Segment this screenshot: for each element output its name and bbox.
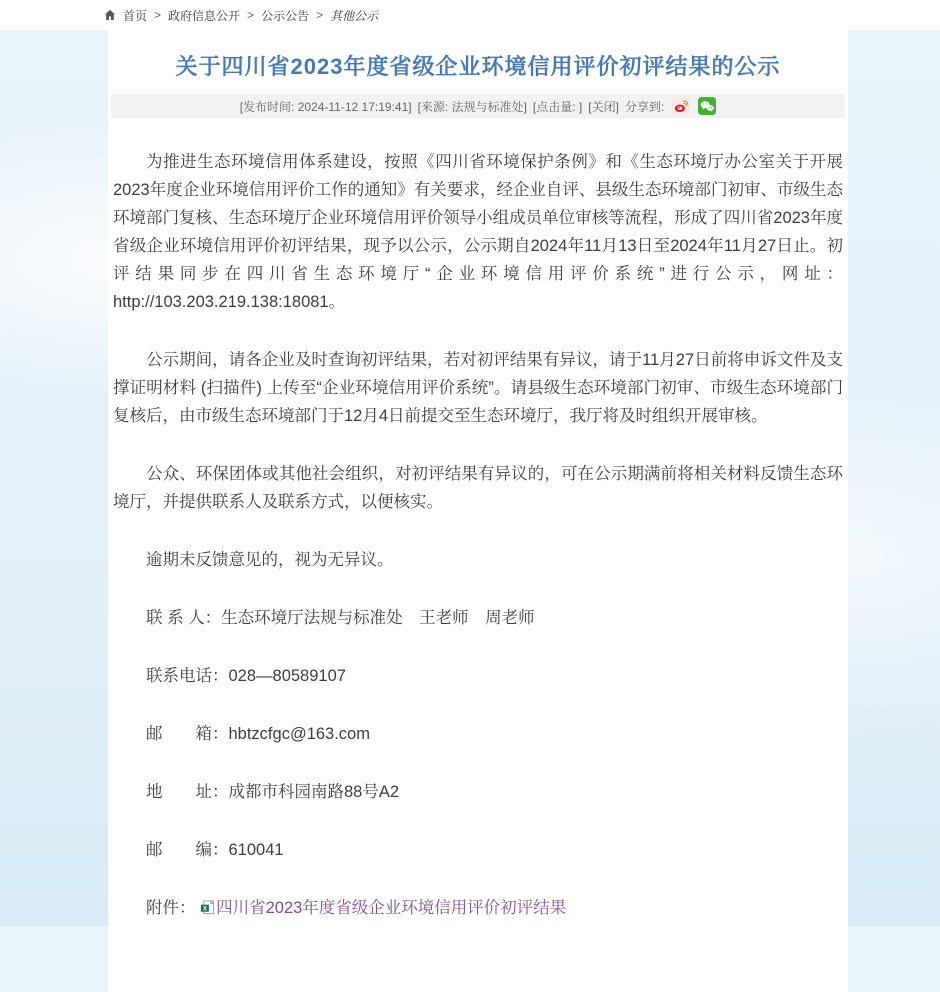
article-source: [来源: 法规与标准处]	[417, 99, 527, 114]
attachment-link[interactable]: 四川省2023年度省级企业环境信用评价初评结果	[216, 899, 567, 917]
breadcrumb-separator: >	[247, 8, 255, 22]
breadcrumb-home[interactable]: 首页	[123, 8, 148, 23]
contact-phone-line: 联系电话：028—80589107	[146, 667, 346, 685]
excel-file-icon	[200, 900, 215, 915]
publish-time: [发布时间: 2024-11-12 17:19:41]	[239, 99, 412, 114]
article-body	[111, 148, 845, 922]
contact-email-line: 邮 箱：hbtzcfgc@163.com	[146, 725, 370, 743]
page-title: 关于四川省2023年度省级企业环境信用评价初评结果的公示	[175, 54, 781, 79]
article-card	[108, 30, 848, 992]
breadcrumb	[0, 0, 940, 30]
svg-text:X: X	[202, 905, 207, 913]
attachment-label: 附件：	[146, 899, 196, 917]
breadcrumb-current: 其他公示	[330, 8, 379, 23]
wechat-share-icon[interactable]	[698, 97, 716, 115]
contact-address-line: 地 址：成都市科园南路88号A2	[146, 783, 400, 801]
contact-zipcode-line: 邮 编：610041	[146, 841, 284, 859]
contact-person-line: 联 系 人：生态环境厅法规与标准处 王老师 周老师	[146, 609, 535, 627]
article-meta-bar	[111, 94, 845, 118]
attachment-row	[113, 894, 843, 922]
paragraph: 逾期未反馈意见的，视为无异议。	[146, 551, 394, 569]
breadcrumb-notices[interactable]: 公示公告	[261, 8, 310, 23]
paragraph: 为推进生态环境信用体系建设，按照《四川省环境保护条例》和《生态环境厅办公室关于开展2023年度企业环境信用评价工作的通知》有关要求，经企业自评、县级生态环境部门初审、市级生态环境部门复核、生态环境厅企业环境信用评价领导小组成员单位审核等流程，形成了四川省2023年度省级企业环境信用评价初评结果，现予以公示，公示期自2024年11月13日至2024年11月27日止。初评结果同步在四川省生态环境厅“企业环境信用评价系统”进行公示，网址：http://103.203.219.138:18081。	[113, 153, 843, 311]
breadcrumb-gov-info[interactable]: 政府信息公开	[168, 8, 241, 23]
paragraph: 公示期间，请各企业及时查询初评结果，若对初评结果有异议，请于11月27日前将申诉文件及支撑证明材料 (扫描件) 上传至“企业环境信用评价系统”。请县级生态环境部门初审、市级生态环境部门复核后，由市级生态环境部门于12月4日前提交至生态环境厅，我厅将及时组织开展审核。	[113, 351, 843, 425]
breadcrumb-separator: >	[316, 8, 324, 22]
breadcrumb-separator: >	[154, 8, 162, 22]
views-count: [点击量: ]	[532, 99, 583, 114]
paragraph: 公众、环保团体或其他社会组织，对初评结果有异议的，可在公示期满前将相关材料反馈生态环境厅，并提供联系人及联系方式，以便核实。	[113, 465, 843, 511]
share-label: 分享到:	[624, 99, 665, 114]
home-icon	[104, 9, 116, 21]
close-link[interactable]: [关闭]	[588, 99, 619, 114]
weibo-share-icon[interactable]	[672, 97, 690, 115]
